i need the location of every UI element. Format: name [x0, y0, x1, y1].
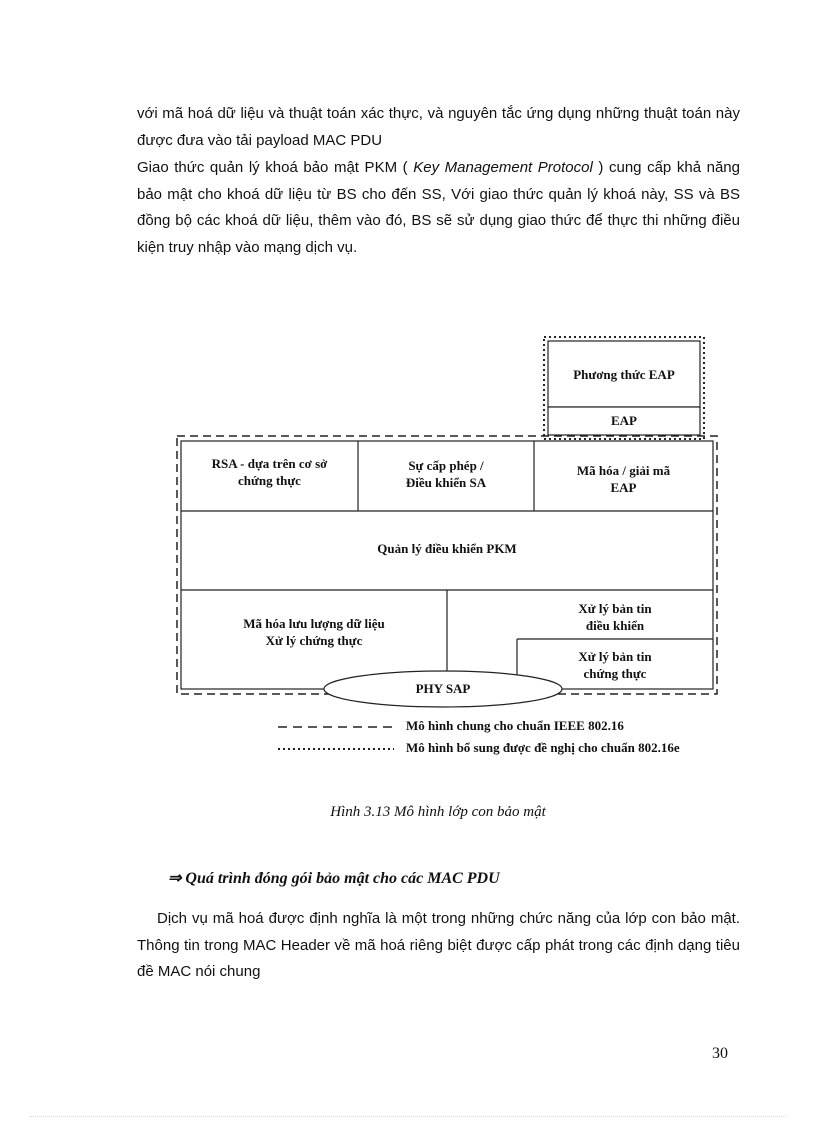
paragraph-pkm-italic: Key Management Protocol — [413, 159, 593, 176]
pkm-control-label: Quản lý điều khiển PKM — [377, 541, 517, 556]
authorization-label-line2: Điều khiển SA — [405, 475, 487, 490]
control-message-label-line2: điều khiển — [585, 618, 645, 633]
eap-method-label: Phương thức EAP — [573, 367, 675, 382]
rsa-label — [181, 455, 358, 489]
eap-encryption-label — [534, 462, 713, 496]
rsa-label-line2: chứng thực — [238, 473, 301, 488]
traffic-encryption-label-line2: Xử lý chứng thực — [265, 633, 363, 648]
authorization-label-line1: Sự cấp phép / — [408, 458, 484, 473]
traffic-encryption-label — [181, 615, 447, 649]
eap-encryption-label-line2: EAP — [610, 480, 637, 495]
auth-message-label-line1: Xử lý bản tin — [578, 649, 652, 664]
paragraph-pkm-start: Giao thức quản lý khoá bảo mật PKM ( — [137, 159, 414, 176]
eap-encryption-label-line1: Mã hóa / giải mã — [576, 463, 671, 478]
legend-dashed-text: Mô hình chung cho chuẩn IEEE 802.16 — [406, 718, 624, 733]
page-number: 30 — [712, 1045, 728, 1062]
legend-dotted-text: Mô hình bổ sung được đề nghị cho chuẩn 802.16e — [406, 740, 680, 755]
rsa-label-line1: RSA - dựa trên cơ sở — [211, 456, 328, 471]
footer-divider — [30, 1116, 786, 1117]
control-message-label-line1: Xử lý bản tin — [578, 601, 652, 616]
control-message-label — [517, 600, 713, 634]
traffic-encryption-label-line1: Mã hóa lưu lượng dữ liệu — [243, 616, 385, 631]
auth-message-label-line2: chứng thực — [583, 666, 647, 681]
section-heading: ⇒ Quá trình đóng gói bảo mật cho các MAC PDU — [168, 870, 500, 887]
phy-sap-label: PHY SAP — [415, 681, 471, 696]
paragraph-intro: với mã hoá dữ liệu và thuật toán xác thực, và nguyên tắc ứng dụng những thuật toán này được đưa vào tải payload MAC PDU — [137, 105, 740, 149]
paragraph-pkm-end: ) cung cấp khả năng bảo mật cho khoá dữ liệu từ BS cho đến SS, Với giao thức quản lý khoá này, SS và BS đồng bộ các khoá dữ liệu, thêm vào đó, BS sẽ sử dụng giao thức để thực thi những điều kiện truy nhập vào mạng dịch vụ. — [137, 159, 740, 256]
authorization-label — [358, 457, 534, 491]
eap-label: EAP — [611, 413, 637, 428]
figure-caption: Hình 3.13 Mô hình lớp con bảo mật — [330, 804, 546, 820]
paragraph-encryption: Dịch vụ mã hoá được định nghĩa là một trong những chức năng của lớp con bảo mật. Thông tin trong MAC Header về mã hoá riêng biệt được cấp phát trong các định dạng tiêu đề MAC nói chung — [137, 910, 740, 980]
auth-message-label — [517, 648, 713, 682]
